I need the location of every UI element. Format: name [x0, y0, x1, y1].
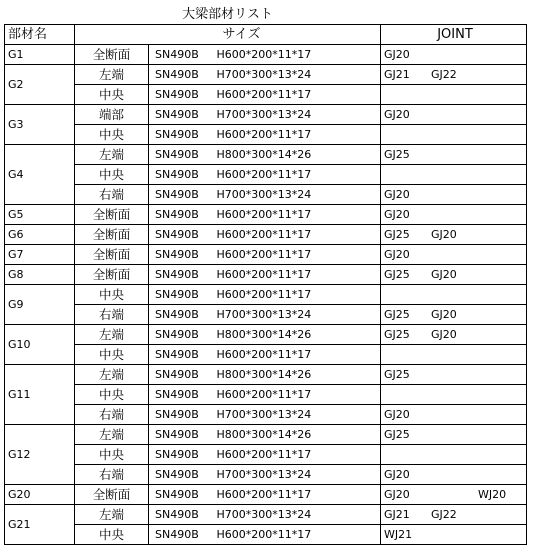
material-cell: SN490B [149, 45, 215, 65]
joint-cell [381, 465, 527, 485]
joint-cell [381, 165, 527, 185]
member-name-cell: G9 [5, 285, 75, 325]
joint-code: GJ25 [384, 307, 410, 321]
position-cell: 端部 [75, 105, 149, 125]
position-cell: 中央 [75, 445, 149, 465]
table-row [5, 505, 527, 525]
joint-cell [381, 105, 527, 125]
joint-code: GJ20 [431, 227, 457, 241]
table-row [5, 345, 527, 365]
material-cell: SN490B [149, 385, 215, 405]
table-row [5, 485, 527, 505]
position-cell: 全断面 [75, 45, 149, 65]
material-cell: SN490B [149, 245, 215, 265]
size-cell: H800*300*14*26 [215, 365, 381, 385]
table-row [5, 325, 527, 345]
joint-cell [381, 325, 527, 345]
member-name-cell: G3 [5, 105, 75, 145]
material-cell: SN490B [149, 125, 215, 145]
joint-code: GJ20 [384, 407, 410, 421]
table-row [5, 385, 527, 405]
size-cell: H600*200*11*17 [215, 165, 381, 185]
size-cell: H700*300*13*24 [215, 405, 381, 425]
position-cell: 中央 [75, 125, 149, 145]
table-row [5, 85, 527, 105]
size-cell: H600*200*11*17 [215, 445, 381, 465]
joint-cell [381, 45, 527, 65]
joint-code: GJ20 [431, 327, 457, 341]
joint-cell [381, 305, 527, 325]
joint-code: GJ20 [384, 207, 410, 221]
joint-code: GJ25 [384, 227, 410, 241]
joint-cell [381, 445, 527, 465]
joint-code: GJ20 [384, 247, 410, 261]
position-cell: 右端 [75, 405, 149, 425]
material-cell: SN490B [149, 325, 215, 345]
size-cell: H600*200*11*17 [215, 245, 381, 265]
joint-code: GJ20 [431, 267, 457, 281]
joint-code: GJ22 [431, 507, 457, 521]
header-position-blank [75, 25, 149, 45]
joint-code: GJ20 [431, 307, 457, 321]
position-cell: 中央 [75, 345, 149, 365]
material-cell: SN490B [149, 85, 215, 105]
joint-cell [381, 485, 527, 505]
table-row [5, 125, 527, 145]
position-cell: 左端 [75, 365, 149, 385]
size-cell: H600*200*11*17 [215, 225, 381, 245]
table-row [5, 525, 527, 545]
title-row [5, 5, 527, 25]
position-cell: 中央 [75, 285, 149, 305]
joint-cell [381, 65, 527, 85]
header-member-name: 部材名 [5, 25, 75, 45]
position-cell: 左端 [75, 505, 149, 525]
position-cell: 全断面 [75, 205, 149, 225]
member-name-cell: G11 [5, 365, 75, 425]
table-row [5, 285, 527, 305]
material-cell: SN490B [149, 65, 215, 85]
table-row [5, 405, 527, 425]
material-cell: SN490B [149, 505, 215, 525]
joint-cell [381, 385, 527, 405]
table-body [5, 5, 527, 545]
joint-code: GJ20 [384, 187, 410, 201]
table-row [5, 245, 527, 265]
material-cell: SN490B [149, 405, 215, 425]
material-cell: SN490B [149, 485, 215, 505]
table-title: 大梁部材リスト [182, 6, 273, 22]
table-row [5, 425, 527, 445]
table-row [5, 165, 527, 185]
size-cell: H800*300*14*26 [215, 325, 381, 345]
member-name-cell: G20 [5, 485, 75, 505]
material-cell: SN490B [149, 225, 215, 245]
size-cell: H700*300*13*24 [215, 305, 381, 325]
joint-code: GJ20 [384, 487, 410, 501]
position-cell: 右端 [75, 465, 149, 485]
size-cell: H700*300*13*24 [215, 465, 381, 485]
table-row [5, 265, 527, 285]
size-cell: H700*300*13*24 [215, 185, 381, 205]
joint-cell [381, 125, 527, 145]
member-name-cell: G7 [5, 245, 75, 265]
table-row [5, 305, 527, 325]
position-cell: 左端 [75, 325, 149, 345]
position-cell: 中央 [75, 385, 149, 405]
table-row [5, 105, 527, 125]
size-cell: H600*200*11*17 [215, 125, 381, 145]
size-cell: H600*200*11*17 [215, 205, 381, 225]
position-cell: 中央 [75, 165, 149, 185]
girder-member-table [4, 5, 527, 545]
size-cell: H700*300*13*24 [215, 65, 381, 85]
position-cell: 右端 [75, 185, 149, 205]
joint-cell [381, 345, 527, 365]
material-cell: SN490B [149, 425, 215, 445]
joint-code: GJ22 [431, 67, 457, 81]
table-row [5, 205, 527, 225]
position-cell: 左端 [75, 145, 149, 165]
size-cell: H800*300*14*26 [215, 425, 381, 445]
joint-cell [381, 525, 527, 545]
table-row [5, 65, 527, 85]
size-cell: H600*200*11*17 [215, 85, 381, 105]
size-cell: H600*200*11*17 [215, 485, 381, 505]
member-name-cell: G21 [5, 505, 75, 545]
joint-code: GJ21 [384, 507, 410, 521]
position-cell: 中央 [75, 525, 149, 545]
table-row [5, 45, 527, 65]
joint-cell [381, 365, 527, 385]
member-list-sheet [4, 5, 527, 545]
joint-code: GJ20 [384, 107, 410, 121]
joint-cell [381, 145, 527, 165]
table-row [5, 365, 527, 385]
joint-cell [381, 245, 527, 265]
material-cell: SN490B [149, 185, 215, 205]
member-name-cell: G5 [5, 205, 75, 225]
joint-cell [381, 265, 527, 285]
material-cell: SN490B [149, 265, 215, 285]
member-name-cell: G10 [5, 325, 75, 365]
material-cell: SN490B [149, 365, 215, 385]
position-cell: 右端 [75, 305, 149, 325]
position-cell: 全断面 [75, 265, 149, 285]
header-size-left [149, 25, 215, 45]
member-name-cell: G2 [5, 65, 75, 105]
joint-cell [381, 405, 527, 425]
size-cell: H600*200*11*17 [215, 285, 381, 305]
material-cell: SN490B [149, 165, 215, 185]
material-cell: SN490B [149, 445, 215, 465]
size-cell: H700*300*13*24 [215, 505, 381, 525]
table-row [5, 225, 527, 245]
size-cell: H600*200*11*17 [215, 265, 381, 285]
size-cell: H600*200*11*17 [215, 345, 381, 365]
joint-code: WJ20 [478, 487, 507, 501]
joint-cell [381, 225, 527, 245]
size-cell: H700*300*13*24 [215, 105, 381, 125]
material-cell: SN490B [149, 205, 215, 225]
position-cell: 全断面 [75, 245, 149, 265]
member-name-cell: G8 [5, 265, 75, 285]
joint-code: WJ21 [384, 527, 413, 541]
position-cell: 全断面 [75, 225, 149, 245]
material-cell: SN490B [149, 465, 215, 485]
joint-cell [381, 85, 527, 105]
material-cell: SN490B [149, 305, 215, 325]
table-row [5, 445, 527, 465]
table-row [5, 185, 527, 205]
joint-cell [381, 185, 527, 205]
size-cell: H600*200*11*17 [215, 385, 381, 405]
joint-code: GJ20 [384, 467, 410, 481]
header-row [5, 25, 527, 45]
joint-code: GJ25 [384, 327, 410, 341]
member-name-cell: G1 [5, 45, 75, 65]
joint-code: GJ25 [384, 147, 410, 161]
joint-code: GJ20 [384, 47, 410, 61]
joint-code: GJ25 [384, 267, 410, 281]
table-row [5, 145, 527, 165]
joint-cell [381, 285, 527, 305]
header-size: サイズ [215, 25, 381, 45]
size-cell: H600*200*11*17 [215, 525, 381, 545]
joint-code: GJ25 [384, 367, 410, 381]
member-name-cell: G6 [5, 225, 75, 245]
size-cell: H800*300*14*26 [215, 145, 381, 165]
table-row [5, 465, 527, 485]
material-cell: SN490B [149, 105, 215, 125]
material-cell: SN490B [149, 285, 215, 305]
material-cell: SN490B [149, 525, 215, 545]
member-name-cell: G12 [5, 425, 75, 485]
member-name-cell: G4 [5, 145, 75, 205]
joint-code: GJ25 [384, 427, 410, 441]
position-cell: 全断面 [75, 485, 149, 505]
joint-code: GJ21 [384, 67, 410, 81]
size-cell: H600*200*11*17 [215, 45, 381, 65]
position-cell: 左端 [75, 425, 149, 445]
material-cell: SN490B [149, 145, 215, 165]
joint-cell [381, 425, 527, 445]
joint-cell [381, 505, 527, 525]
position-cell: 中央 [75, 85, 149, 105]
header-joint: JOINT [381, 25, 527, 45]
position-cell: 左端 [75, 65, 149, 85]
material-cell: SN490B [149, 345, 215, 365]
joint-cell [381, 205, 527, 225]
